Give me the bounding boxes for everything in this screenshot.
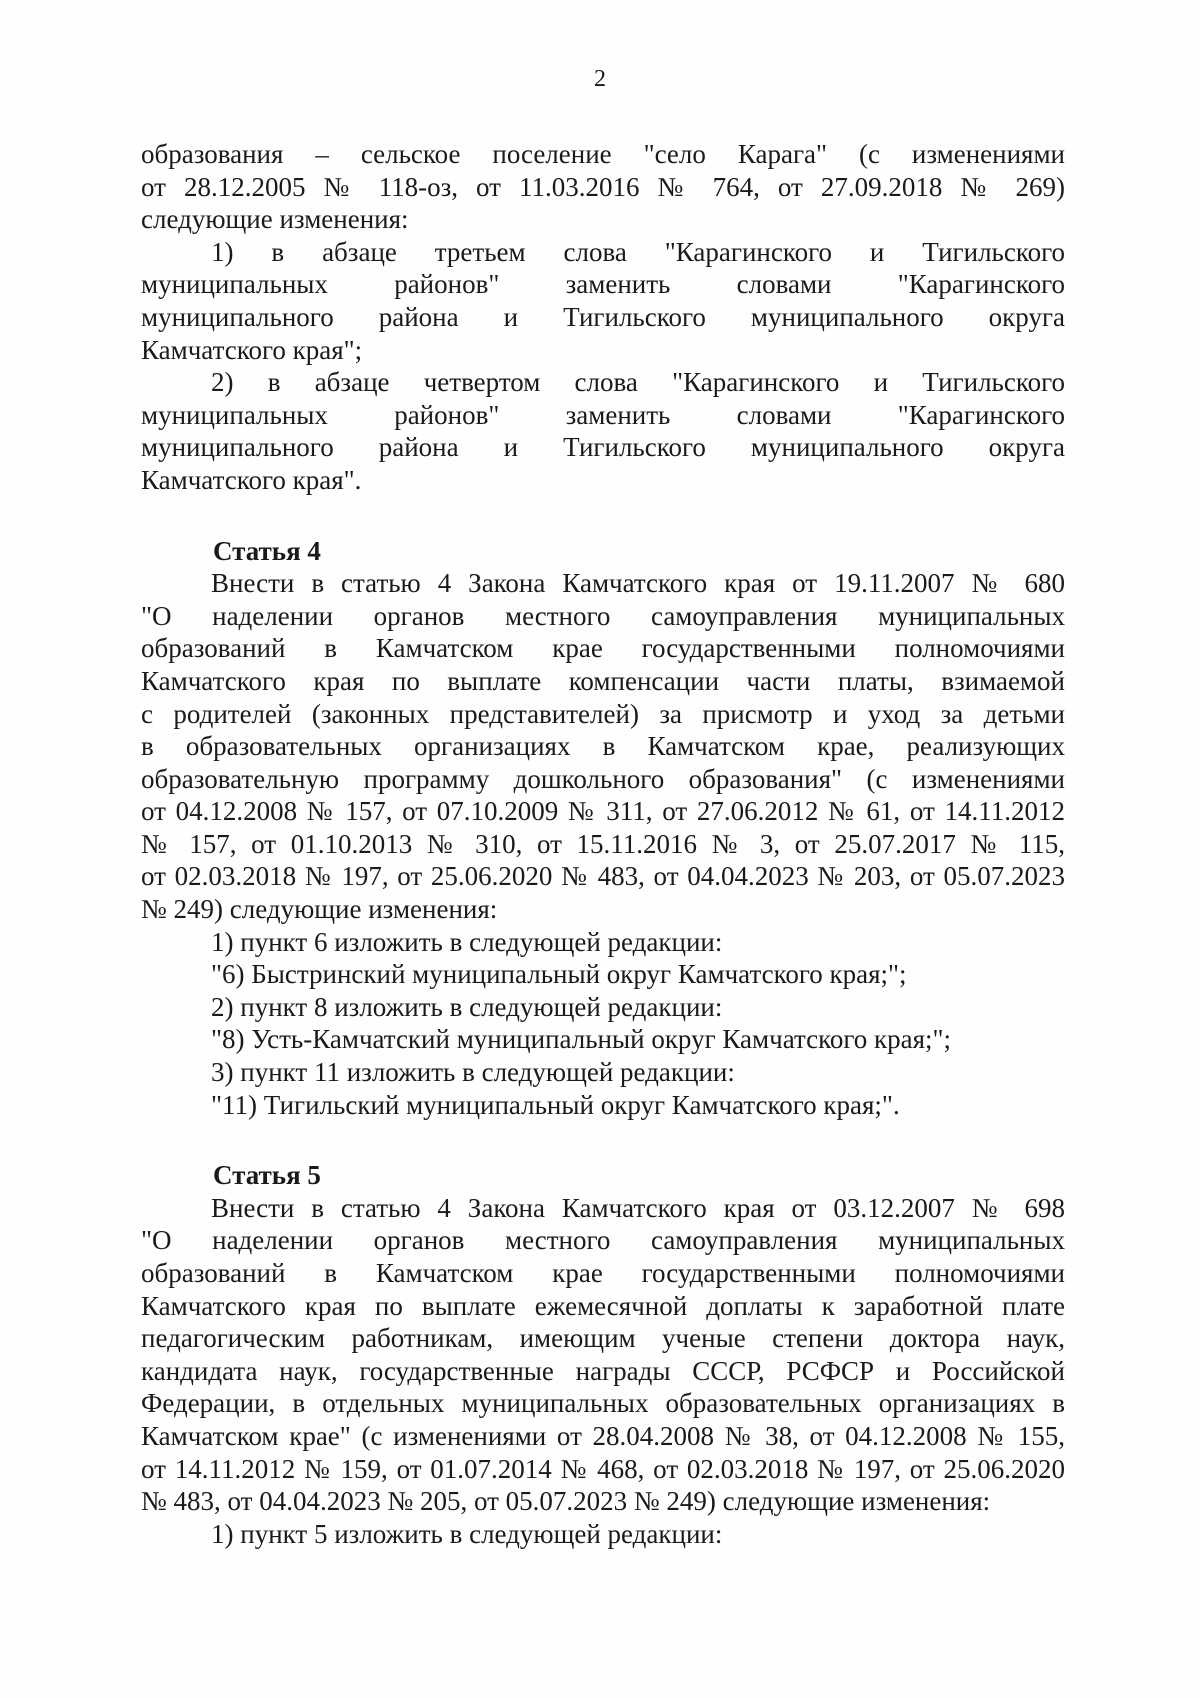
document-body [141,138,1065,1550]
paragraph-line: в образовательных организациях в Камчатском крае, реализующих [141,731,1065,762]
paragraph-line: образования – сельское поселение "село Карага" (с изменениями [141,139,1065,169]
paragraph-line: № 157, от 01.10.2013 № 310, от 15.11.2016 № 3, от 25.07.2017 № 115, [141,828,1065,859]
paragraph-line: образований в Камчатском крае государственными полномочиями [141,633,1065,664]
paragraph-line: № 483, от 04.04.2023 № 205, от 05.07.2023 № 249) следующие изменения: [141,1486,991,1517]
list-item: 3) пункт 11 изложить в следующей редакции: [211,1057,735,1088]
section-spacer [141,1121,1065,1159]
article-heading: Статья 5 [213,1160,321,1191]
list-item-line: Камчатского края". [141,464,362,495]
paragraph-line: № 249) следующие изменения: [141,894,498,925]
paragraph-line: от 14.11.2012 № 159, от 01.07.2014 № 468, от 02.03.2018 № 197, от 25.06.2020 [141,1453,1065,1484]
paragraph-line: Камчатского края по выплате компенсации части платы, взимаемой [141,665,1065,696]
paragraph-line: образований в Камчатском крае государственными полномочиями [141,1258,1065,1288]
paragraph-line: Внести в статью 4 Закона Камчатского края от 19.11.2007 № 680 [211,568,1065,599]
paragraph-line: "О наделении органов местного самоуправления муниципальных [141,600,1065,631]
paragraph-line: от 28.12.2005 № 118-оз, от 11.03.2016 № 764, от 27.09.2018 № 269) [141,171,1065,202]
list-item-line: 2) в абзаце четвертом слова "Карагинского и Тигильского [211,367,1065,398]
paragraph-line: Внести в статью 4 Закона Камчатского края от 03.12.2007 № 698 [211,1192,1065,1223]
list-item: "11) Тигильский муниципальный округ Камчатского края;". [211,1089,900,1120]
article-heading: Статья 4 [213,535,321,566]
list-item: "6) Быстринский муниципальный округ Камчатского края;"; [211,959,907,990]
paragraph-line: следующие изменения: [141,204,409,235]
page-number: 2 [594,66,606,92]
paragraph-line: Федерации, в отдельных муниципальных образовательных организациях в [141,1388,1065,1419]
list-item-line: муниципальных районов" заменить словами "Карагинского [141,399,1065,430]
list-item-line: муниципальных районов" заменить словами "Карагинского [141,269,1065,300]
paragraph-line: кандидата наук, государственные награды СССР, РСФСР и Российской [141,1355,1065,1386]
paragraph-line: Камчатского края по выплате ежемесячной доплаты к заработной плате [141,1290,1065,1321]
section-spacer [141,497,1065,535]
paragraph-line: педагогическим работникам, имеющим ученые степени доктора наук, [141,1323,1065,1354]
paragraph-line: от 04.12.2008 № 157, от 07.10.2009 № 311, от 27.06.2012 № 61, от 14.11.2012 [141,796,1065,827]
list-item-line: 1) в абзаце третьем слова "Карагинского и Тигильского [211,236,1065,267]
paragraph-line: "О наделении органов местного самоуправления муниципальных [141,1225,1065,1256]
paragraph-line: образовательную программу дошкольного образования" (с изменениями [141,763,1065,794]
list-item-line: муниципального района и Тигильского муниципального округа [141,301,1065,332]
paragraph-line: от 02.03.2018 № 197, от 25.06.2020 № 483, от 04.04.2023 № 203, от 05.07.2023 [141,861,1065,892]
paragraph-line: Камчатском крае" (с изменениями от 28.04.2008 № 38, от 04.12.2008 № 155, [141,1420,1065,1451]
list-item: "8) Усть-Камчатский муниципальный округ Камчатского края;"; [211,1024,952,1055]
list-item-line: муниципального района и Тигильского муниципального округа [141,432,1065,463]
list-item: 1) пункт 6 изложить в следующей редакции: [211,926,723,957]
paragraph-line: с родителей (законных представителей) за присмотр и уход за детьми [141,698,1065,729]
list-item: 2) пункт 8 изложить в следующей редакции: [211,991,723,1022]
list-item-line: Камчатского края"; [141,334,363,365]
list-item: 1) пункт 5 изложить в следующей редакции: [211,1518,723,1549]
